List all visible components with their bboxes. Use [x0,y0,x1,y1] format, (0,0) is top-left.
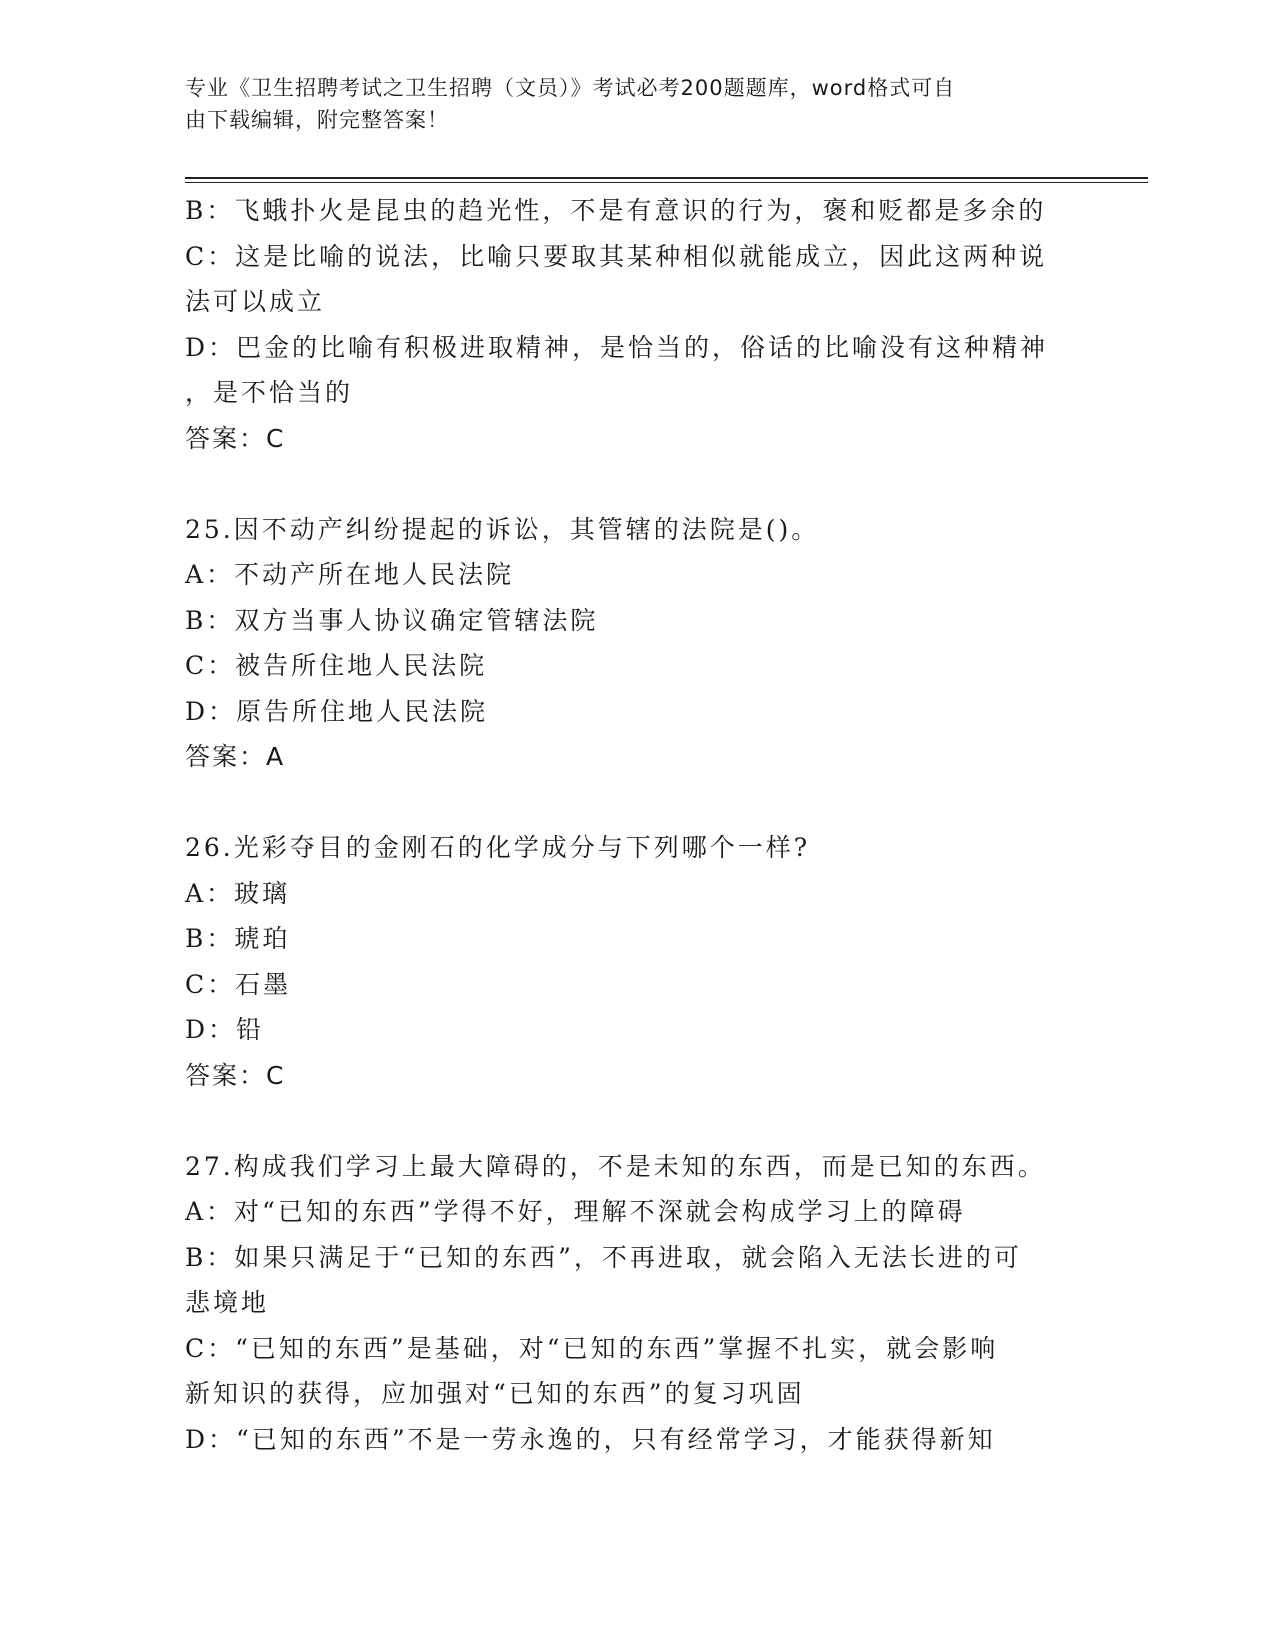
option-line: A：不动产所在地人民法院 [185,560,515,589]
option-line: C：“已知的东西”是基础，对“已知的东西”掌握不扎实，就会影响 [185,1333,999,1363]
option-line: D：巴金的比喻有积极进取精神，是恰当的，俗话的比喻没有这种精神 [185,332,1049,362]
header-rule-thin [185,182,1148,183]
answer-line: 答案：A [185,742,286,771]
answer-line: 答案：C [185,423,286,453]
question-stem: 26.光彩夺目的金刚石的化学成分与下列哪个一样? [185,833,811,862]
page-header [185,72,1065,136]
question-content [185,188,1065,1462]
question-26 [185,825,1065,1098]
question-25 [185,507,1065,780]
header-line: 由下载编辑，附完整答案！ [185,108,449,132]
option-line: C：被告所住地人民法院 [185,651,488,680]
question-27 [185,1144,1065,1463]
option-line: B：双方当事人协议确定管辖法院 [185,605,599,635]
question-stem: 25.因不动产纠纷提起的诉讼，其管辖的法院是()。 [185,514,820,544]
answer-line: 答案：C [185,1060,286,1090]
option-line: C：石墨 [185,969,292,999]
option-line: ，是不恰当的 [185,378,354,407]
option-line: B：琥珀 [185,924,291,953]
header-rule [185,177,1148,179]
option-line: 新知识的获得，应加强对“已知的东西”的复习巩固 [185,1379,805,1408]
option-line: 悲境地 [185,1288,270,1317]
option-line: D：原告所住地人民法院 [185,696,489,726]
option-line: B：飞蛾扑火是昆虫的趋光性，不是有意识的行为，褒和贬都是多余的 [185,196,1047,225]
previous-question [185,188,1065,461]
question-stem: 27.构成我们学习上最大障碍的，不是未知的东西，而是已知的东西。 [185,1151,1046,1181]
option-line: A：玻璃 [185,878,291,908]
option-line: C：这是比喻的说法，比喻只要取其某种相似就能成立，因此这两种说 [185,241,1048,271]
header-line: 专业《卫生招聘考试之卫生招聘（文员）》考试必考200题题库，word格式可自 [185,76,956,100]
option-line: A：对“已知的东西”学得不好，理解不深就会构成学习上的障碍 [185,1197,966,1226]
option-line: B：如果只满足于“已知的东西”，不再进取，就会陷入无法长进的可 [185,1242,1022,1272]
option-line: D：“已知的东西”不是一劳永逸的，只有经常学习，才能获得新知 [185,1424,996,1454]
option-line: D：铅 [185,1015,265,1044]
option-line: 法可以成立 [185,287,326,316]
